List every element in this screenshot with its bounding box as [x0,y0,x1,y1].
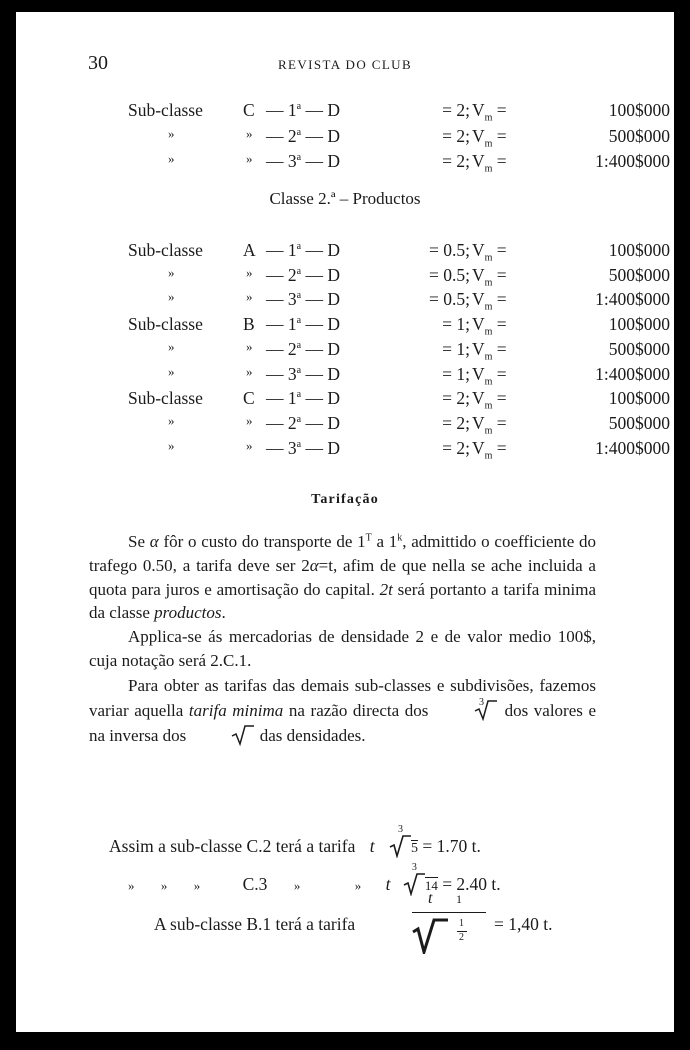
row-division: — 1$^a$ — D [266,240,340,260]
row-value: 1:400$000 [595,151,670,171]
row-value: 100$000 [608,314,670,335]
row-density: = 1; [442,363,470,384]
row-value: 500$000 [608,412,670,433]
row-label: » [168,151,175,166]
row-v-symbol: $V_m$ = [472,388,507,412]
row-label: Sub-classe [128,314,203,335]
row-v-symbol: $V_m$ = [472,100,507,124]
formula-c2: Assim a sub-classe C.2 terá a tarifa t 3 5 = 1.70 t. [109,824,481,856]
row-value: 500$000 [608,125,670,146]
row-density: = 2; [442,437,470,458]
formula-b1: A sub-classe B.1 terá a tarifa [154,914,356,934]
row-value: 100$000 [608,388,670,409]
page-number: 30 [88,52,108,74]
row-division: — 3$^a$ — D [266,363,340,384]
row-label: » [168,289,175,305]
row-class: » [246,264,253,280]
formula-c3: » » » C.3 » » t 3 14 = 2.40 t. [128,862,501,894]
row-value: 100$000 [608,240,670,260]
row-division: — 1$^a$ — D [266,314,340,335]
paragraph-1: Se α fôr o custo do transporte de $1^T$ a 1$^k$, admittido o coefficiente do trafego 0.50, a tarifa deve ser 2α=t, afim de que nella se ache incluida a quota para juros e amortisação do capital. 2t será portanto a tarifa minima da classe productos. [89,532,597,623]
row-division: — 2$^a$ — D [266,264,340,285]
row-division: — 2$^a$ — D [266,338,340,359]
row-v-symbol: $V_m$ = [472,338,507,363]
row-density: = 2; [442,412,470,433]
row-label: Sub-classe [128,100,203,120]
row-division: — 3$^a$ — D [266,289,340,310]
row-value: 500$000 [608,264,670,285]
row-v-symbol: $V_m$ = [472,151,507,175]
row-value: 500$000 [608,338,670,359]
row-v-symbol: $V_m$ = [472,412,507,437]
row-class: » [246,289,253,305]
row-label: » [168,412,175,428]
row-division: — 2$^a$ — D [266,125,340,146]
row-class: » [246,437,253,453]
row-class: B [243,314,255,335]
row-density: = 0.5; [429,264,470,285]
row-class: » [246,125,253,141]
subtitle-class-2: Classe 2.ª – Productos [269,189,421,208]
row-density: = 2; [442,151,470,171]
row-division: — 3$^a$ — D [266,437,340,458]
row-v-symbol: $V_m$ = [472,125,507,149]
row-class: » [246,363,253,379]
row-density: = 2; [442,125,470,146]
row-density: = 1; [442,338,470,359]
row-division: — 3$^a$ — D [266,151,340,171]
root-symbol [191,723,256,748]
row-label: » [168,338,175,354]
row-class: » [246,338,253,354]
row-value: 1:400$000 [595,437,670,458]
paragraph-2: Applica-se ás mercadorias de densidade 2 e de valor medio 100$, cuja notação será 2.C.1. [89,627,596,670]
row-value: 1:400$000 [595,363,670,384]
row-label: » [168,125,175,141]
row-density: = 2; [442,100,470,120]
row-division: — 2$^a$ — D [266,412,340,433]
row-density: = 2; [442,388,470,409]
row-v-symbol: $V_m$ = [472,264,507,289]
document-page [16,12,674,1032]
row-label: » [168,264,175,280]
paragraph-3: Para obter as tarifas das demais sub-classes e subdivisões, fazemos variar aquella tarifa minima na razão directa dos 3 dos valores e na inversa dos das densidades. [89,673,596,748]
section-heading: Tarifação [311,492,379,507]
row-v-symbol: $V_m$ = [472,289,507,313]
row-class: » [246,412,253,428]
formula-b1-result: = 1,40 t. [494,914,553,934]
row-division: — 1$^a$ — D [266,100,340,120]
row-density: = 0.5; [429,289,470,310]
formula-b1-fraction: t 1 1 2 [410,890,490,954]
row-label: Sub-classe [128,240,203,260]
row-division: — 1$^a$ — D [266,388,340,409]
row-density: = 1; [442,314,470,335]
alpha-symbol: α [149,532,159,551]
row-class: » [246,151,253,166]
row-density: = 0.5; [429,240,470,260]
row-v-symbol: $V_m$ = [472,437,507,462]
row-class: C [243,100,255,120]
row-value: 100$000 [608,100,670,120]
running-title: REVISTA DO CLUB [277,57,413,72]
row-class: A [243,240,256,260]
row-label: Sub-classe [128,388,203,409]
row-v-symbol: $V_m$ = [472,363,507,387]
row-v-symbol: $V_m$ = [472,314,507,338]
body-text [89,530,596,748]
row-label: » [168,437,175,453]
row-label: » [168,363,175,379]
row-v-symbol: $V_m$ = [472,240,507,264]
row-value: 1:400$000 [595,289,670,310]
row-class: C [243,388,255,409]
cube-root-symbol: 3 [434,698,499,723]
